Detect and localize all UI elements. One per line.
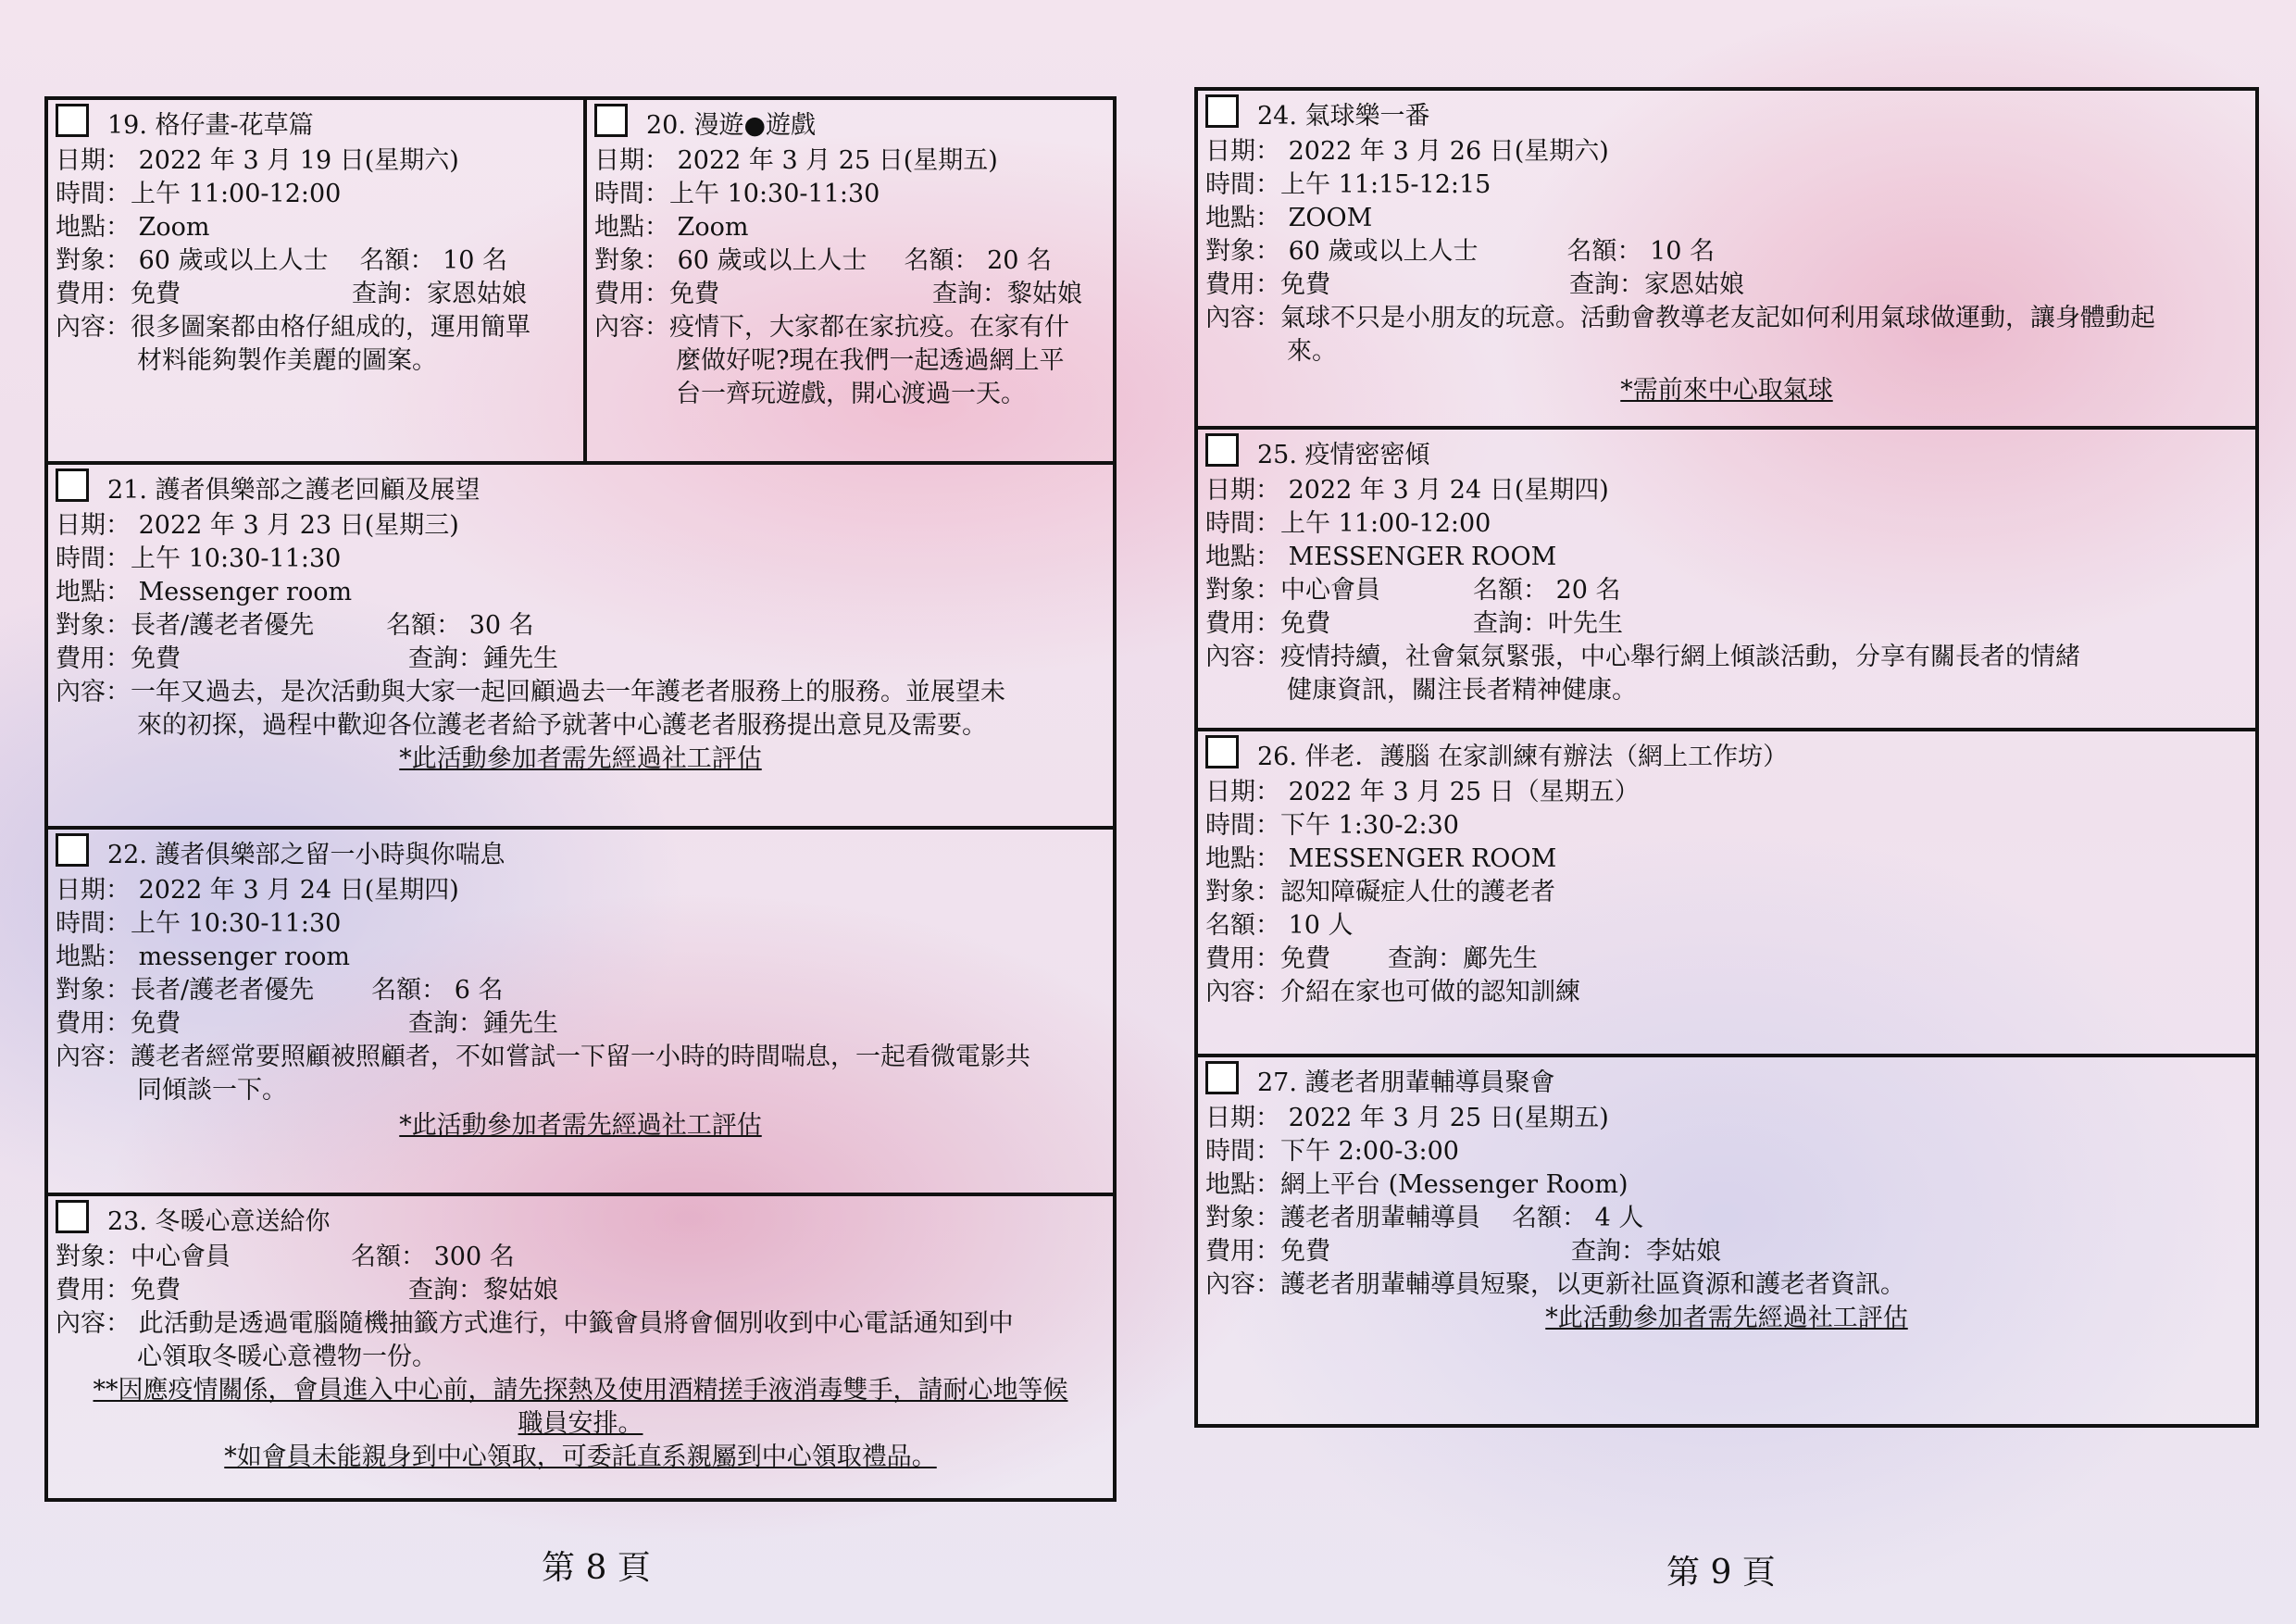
activity-enquiry: 查詢：鍾先生 (408, 644, 558, 673)
activity-quota: 名額： 30 名 (386, 611, 534, 640)
activity-fee: 費用：免費 (56, 1276, 181, 1305)
activity-content: 麼做好呢?現在我們一起透過網上平 (676, 346, 1065, 375)
checkbox[interactable] (594, 104, 628, 137)
activity-note: **因應疫情關係，會員進入中心前，請先探熱及使用酒精搓手液消毒雙手，請耐心地等候 (93, 1376, 1068, 1405)
activity-content: 同傾談一下。 (137, 1076, 287, 1105)
activity-time: 時間：上午 11:15-12:15 (1205, 170, 1491, 199)
activity-target: 對象： 60 歲或以上人士 (56, 246, 329, 275)
activity-content: 台一齊玩遊戲，開心渡過一天。 (676, 380, 1026, 408)
activity-quota: 名額： 300 名 (351, 1243, 515, 1271)
activity-content: 來的初探，過程中歡迎各位護老者給予就著中心護老者服務提出意見及需要。 (137, 711, 987, 740)
activity-enquiry: 查詢：鄺先生 (1388, 944, 1538, 973)
activity-target: 對象：護老者朋輩輔導員 (1205, 1204, 1480, 1232)
activity-fee: 費用：免費 (56, 280, 181, 308)
activity-time: 時間：下午 1:30-2:30 (1205, 811, 1459, 840)
activity-card-27 (1194, 1054, 2259, 1428)
activity-date: 日期： 2022 年 3 月 24 日(星期四) (56, 876, 459, 905)
activity-enquiry: 查詢：家恩姑娘 (352, 280, 527, 308)
activity-enquiry: 查詢：李姑娘 (1571, 1237, 1721, 1266)
activity-place: 地點： ZOOM (1205, 204, 1373, 232)
activity-note: *此活動參加者需先經過社工評估 (399, 1111, 762, 1140)
checkbox[interactable] (56, 833, 89, 867)
activity-date: 日期： 2022 年 3 月 19 日(星期六) (56, 146, 459, 175)
activity-content: 內容：介紹在家也可做的認知訓練 (1205, 978, 1580, 1006)
activity-enquiry: 查詢：鍾先生 (408, 1009, 558, 1038)
activity-card-19 (44, 96, 587, 465)
activity-content: 內容：氣球不只是小朋友的玩意。活動會教導老友記如何利用氣球做運動，讓身體動起 (1205, 304, 2155, 332)
activity-content: 心領取冬暖心意禮物一份。 (137, 1343, 437, 1371)
checkbox[interactable] (1205, 94, 1239, 128)
activity-time: 時間：上午 11:00-12:00 (1205, 509, 1491, 538)
activity-date: 日期： 2022 年 3 月 26 日(星期六) (1205, 137, 1609, 166)
page-number: 第 9 頁 (1666, 1554, 1776, 1592)
activity-title: 25. 疫情密密傾 (1257, 441, 1430, 469)
activity-fee: 費用：免費 (1205, 270, 1330, 299)
activity-target: 對象：認知障礙症人仕的護老者 (1205, 878, 1555, 906)
activity-content: 健康資訊，關注長者精神健康。 (1287, 676, 1637, 705)
activity-quota: 名額： 10 名 (1566, 237, 1716, 266)
activity-fee: 費用：免費 (594, 280, 719, 308)
activity-place: 地點： Zoom (594, 213, 749, 242)
activity-content: 內容：一年又過去，是次活動與大家一起回顧過去一年護老者服務上的服務。並展望未 (56, 678, 1005, 706)
checkbox[interactable] (56, 104, 89, 137)
activity-title: 21. 護者俱樂部之護老回顧及展望 (107, 476, 480, 505)
activity-place: 地點： Messenger room (56, 578, 353, 606)
activity-title: 24. 氣球樂一番 (1257, 102, 1430, 131)
activity-quota: 名額： 10 人 (1205, 911, 1354, 940)
activity-enquiry: 查詢：家恩姑娘 (1569, 270, 1744, 299)
activity-note: *此活動參加者需先經過社工評估 (1545, 1304, 1908, 1332)
activity-card-21 (44, 461, 1117, 830)
activity-time: 時間：上午 11:00-12:00 (56, 180, 342, 208)
activity-note: 職員安排。 (518, 1409, 643, 1438)
activity-note: *需前來中心取氣球 (1620, 376, 1833, 405)
activity-enquiry: 查詢：黎姑娘 (932, 280, 1082, 308)
activity-title: 26. 伴老．護腦 在家訓練有辦法（網上工作坊） (1257, 743, 1789, 771)
activity-fee: 費用：免費 (56, 1009, 181, 1038)
activity-time: 時間：上午 10:30-11:30 (594, 180, 880, 208)
activity-note: *如會員未能親身到中心領取，可委託直系親屬到中心領取禮品。 (224, 1443, 937, 1471)
activity-place: 地點： MESSENGER ROOM (1205, 543, 1557, 571)
checkbox[interactable] (56, 1200, 89, 1233)
activity-date: 日期： 2022 年 3 月 25 日(星期五) (594, 146, 998, 175)
activity-target: 對象： 60 歲或以上人士 (594, 246, 867, 275)
activity-card-25 (1194, 426, 2259, 731)
activity-time: 時間：下午 2:00-3:00 (1205, 1137, 1459, 1166)
activity-note: *此活動參加者需先經過社工評估 (399, 744, 762, 773)
checkbox[interactable] (56, 468, 89, 502)
activity-fee: 費用：免費 (56, 644, 181, 673)
activity-content: 材料能夠製作美麗的圖案。 (137, 346, 437, 375)
activity-card-26 (1194, 728, 2259, 1057)
activity-card-24 (1194, 87, 2259, 430)
activity-content: 內容：護老者經常要照顧被照顧者，不如嘗試一下留一小時的時間喘息，一起看微電影共 (56, 1043, 1030, 1071)
activity-quota: 名額： 20 名 (904, 246, 1053, 275)
activity-quota: 名額： 20 名 (1473, 576, 1621, 605)
activity-target: 對象：長者/護老者優先 (56, 976, 315, 1005)
activity-fee: 費用：免費 (1205, 609, 1330, 638)
activity-title: 23. 冬暖心意送給你 (107, 1207, 331, 1236)
activity-place: 地點： Zoom (56, 213, 210, 242)
activity-content: 內容：疫情持續，社會氣氛緊張，中心舉行網上傾談活動，分享有關長者的情緒 (1205, 643, 2080, 671)
activity-title: 20. 漫遊●遊戲 (646, 111, 817, 140)
activity-card-23 (44, 1193, 1117, 1502)
activity-card-22 (44, 826, 1117, 1196)
activity-place: 地點：網上平台 (Messenger Room) (1205, 1170, 1628, 1199)
activity-enquiry: 查詢：叶先生 (1473, 609, 1623, 638)
activity-content: 內容： 此活動是透過電腦隨機抽籤方式進行，中籤會員將會個別收到中心電話通知到中 (56, 1309, 1014, 1338)
activity-time: 時間：上午 10:30-11:30 (56, 909, 342, 938)
activity-content: 來。 (1287, 337, 1337, 366)
activity-title: 22. 護者俱樂部之留一小時與你喘息 (107, 841, 505, 869)
page-number: 第 8 頁 (542, 1549, 651, 1587)
activity-quota: 名額： 4 人 (1512, 1204, 1644, 1232)
checkbox[interactable] (1205, 433, 1239, 467)
checkbox[interactable] (1205, 735, 1239, 768)
activity-title: 19. 格仔畫-花草篇 (107, 111, 314, 140)
activity-target: 對象：中心會員 (56, 1243, 231, 1271)
activity-date: 日期： 2022 年 3 月 25 日(星期五) (1205, 1104, 1609, 1132)
activity-place: 地點： messenger room (56, 943, 351, 971)
activity-place: 地點： MESSENGER ROOM (1205, 844, 1557, 873)
activity-content: 內容：護老者朋輩輔導員短聚，以更新社區資源和護老者資訊。 (1205, 1270, 1905, 1299)
activity-content: 內容：疫情下，大家都在家抗疫。在家有什 (594, 313, 1069, 342)
activity-quota: 名額： 6 名 (371, 976, 504, 1005)
checkbox[interactable] (1205, 1061, 1239, 1094)
activity-date: 日期： 2022 年 3 月 24 日(星期四) (1205, 476, 1609, 505)
activity-date: 日期： 2022 年 3 月 25 日（星期五） (1205, 778, 1640, 806)
activity-card-20 (583, 96, 1117, 465)
activity-enquiry: 查詢：黎姑娘 (408, 1276, 558, 1305)
activity-target: 對象：中心會員 (1205, 576, 1380, 605)
activity-content: 內容：很多圖案都由格仔組成的，運用簡單 (56, 313, 530, 342)
activity-title: 27. 護老者朋輩輔導員聚會 (1257, 1068, 1555, 1097)
activity-fee: 費用：免費 (1205, 944, 1330, 973)
activity-date: 日期： 2022 年 3 月 23 日(星期三) (56, 511, 459, 540)
activity-fee: 費用：免費 (1205, 1237, 1330, 1266)
activity-quota: 名額： 10 名 (359, 246, 508, 275)
activity-target: 對象：長者/護老者優先 (56, 611, 315, 640)
activity-time: 時間：上午 10:30-11:30 (56, 544, 342, 573)
activity-target: 對象： 60 歲或以上人士 (1205, 237, 1479, 266)
